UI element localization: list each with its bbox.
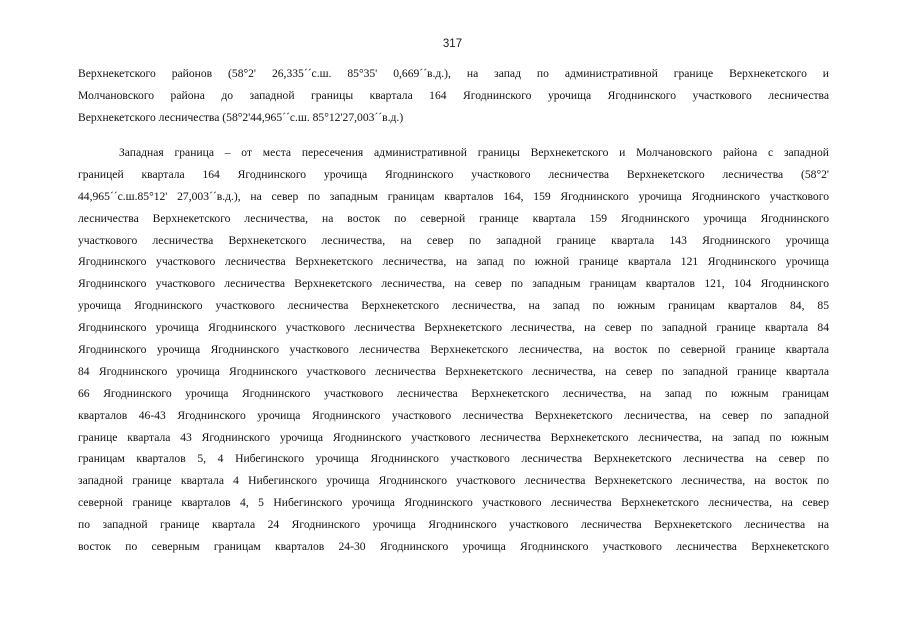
text-line: северной границе кварталов 4, 5 Нибегинского урочища Ягоднинского участкового лесничества Верхнекетского лесничества, на север (78, 496, 829, 510)
text-line: границе квартала 43 Ягоднинского урочища Ягоднинского участкового лесничества Верхнекетского лесничества, на запад по южным (78, 430, 829, 444)
text-line: Верхнекетского районов (58°2' 26,335´´с.ш. 85°35' 0,669´´в.д.), на запад по административной границе Верхнекетского и (78, 67, 829, 80)
text-line: Ягоднинского участкового лесничества Верхнекетского лесничества, на север по западным границам кварталов 121, 104 Ягоднинского (78, 277, 829, 291)
text-line: кварталов 46-43 Ягоднинского урочища Ягоднинского участкового лесничества Верхнекетского лесничества, на север по западной (78, 408, 829, 422)
text-line: Ягоднинского урочища Ягоднинского участкового лесничества Верхнекетского лесничества, на север по западной границе квартала 84 (78, 321, 829, 335)
text-line: участкового лесничества Верхнекетского лесничества, на север по западной границе квартала 143 Ягоднинского урочища (78, 233, 829, 247)
text-line: 44,965´´с.ш.85°12' 27,003´´в.д.), на север по западным границам кварталов 164, 159 Ягоднинского урочища Ягоднинского участкового (78, 189, 829, 203)
text-line: Ягоднинского урочища Ягоднинского участкового лесничества Верхнекетского лесничества, на восток по северной границе квартала (78, 343, 829, 357)
text-line: 84 Ягоднинского урочища Ягоднинского участкового лесничества Верхнекетского лесничества, на север по западной границе квартала (78, 364, 829, 378)
text-line: Западная граница – от места пересечения административной границы Верхнекетского и Молчановского района с западной (119, 146, 829, 159)
text-line: границам кварталов 5, 4 Нибегинского урочища Ягоднинского участкового лесничества Верхнекетского лесничества на север по (78, 452, 829, 466)
text-line: Верхнекетского лесничества (58°2'44,965´´с.ш. 85°12'27,003´´в.д.) (78, 110, 404, 124)
text-line: Молчановского района до западной границы квартала 164 Ягоднинского урочища Ягоднинского участкового лесничества (78, 88, 829, 102)
text-line: урочища Ягоднинского участкового лесничества Верхнекетского лесничества, на запад по южным границам кварталов 84, 85 (78, 299, 829, 313)
text-line: по западной границе квартала 24 Ягоднинского урочища Ягоднинского участкового лесничества Верхнекетского лесничества на (78, 518, 829, 532)
text-line: восток по северным границам кварталов 24-30 Ягоднинского урочища Ягоднинского участкового лесничества Верхнекетского (78, 540, 829, 554)
text-line: границей квартала 164 Ягоднинского урочища Ягоднинского участкового лесничества Верхнекетского лесничества (58°2' (78, 167, 829, 181)
text-line: западной границе квартала 4 Нибегинского урочища Ягоднинского участкового лесничества Верхнекетского лесничества, на восток по (78, 474, 829, 488)
paragraph-western-border (78, 142, 829, 558)
text-line: лесничества Верхнекетского лесничества, на восток по северной границе квартала 159 Ягоднинского урочища Ягоднинского (78, 211, 829, 225)
text-line: Ягоднинского участкового лесничества Верхнекетского лесничества, на запад по южной границе квартала 121 Ягоднинского урочища (78, 255, 829, 269)
text-line: 66 Ягоднинского урочища Ягоднинского участкового лесничества Верхнекетского лесничества, на запад по южным границам (78, 386, 829, 400)
paragraph-continuation (78, 63, 829, 129)
page-number: 317 (442, 38, 463, 50)
